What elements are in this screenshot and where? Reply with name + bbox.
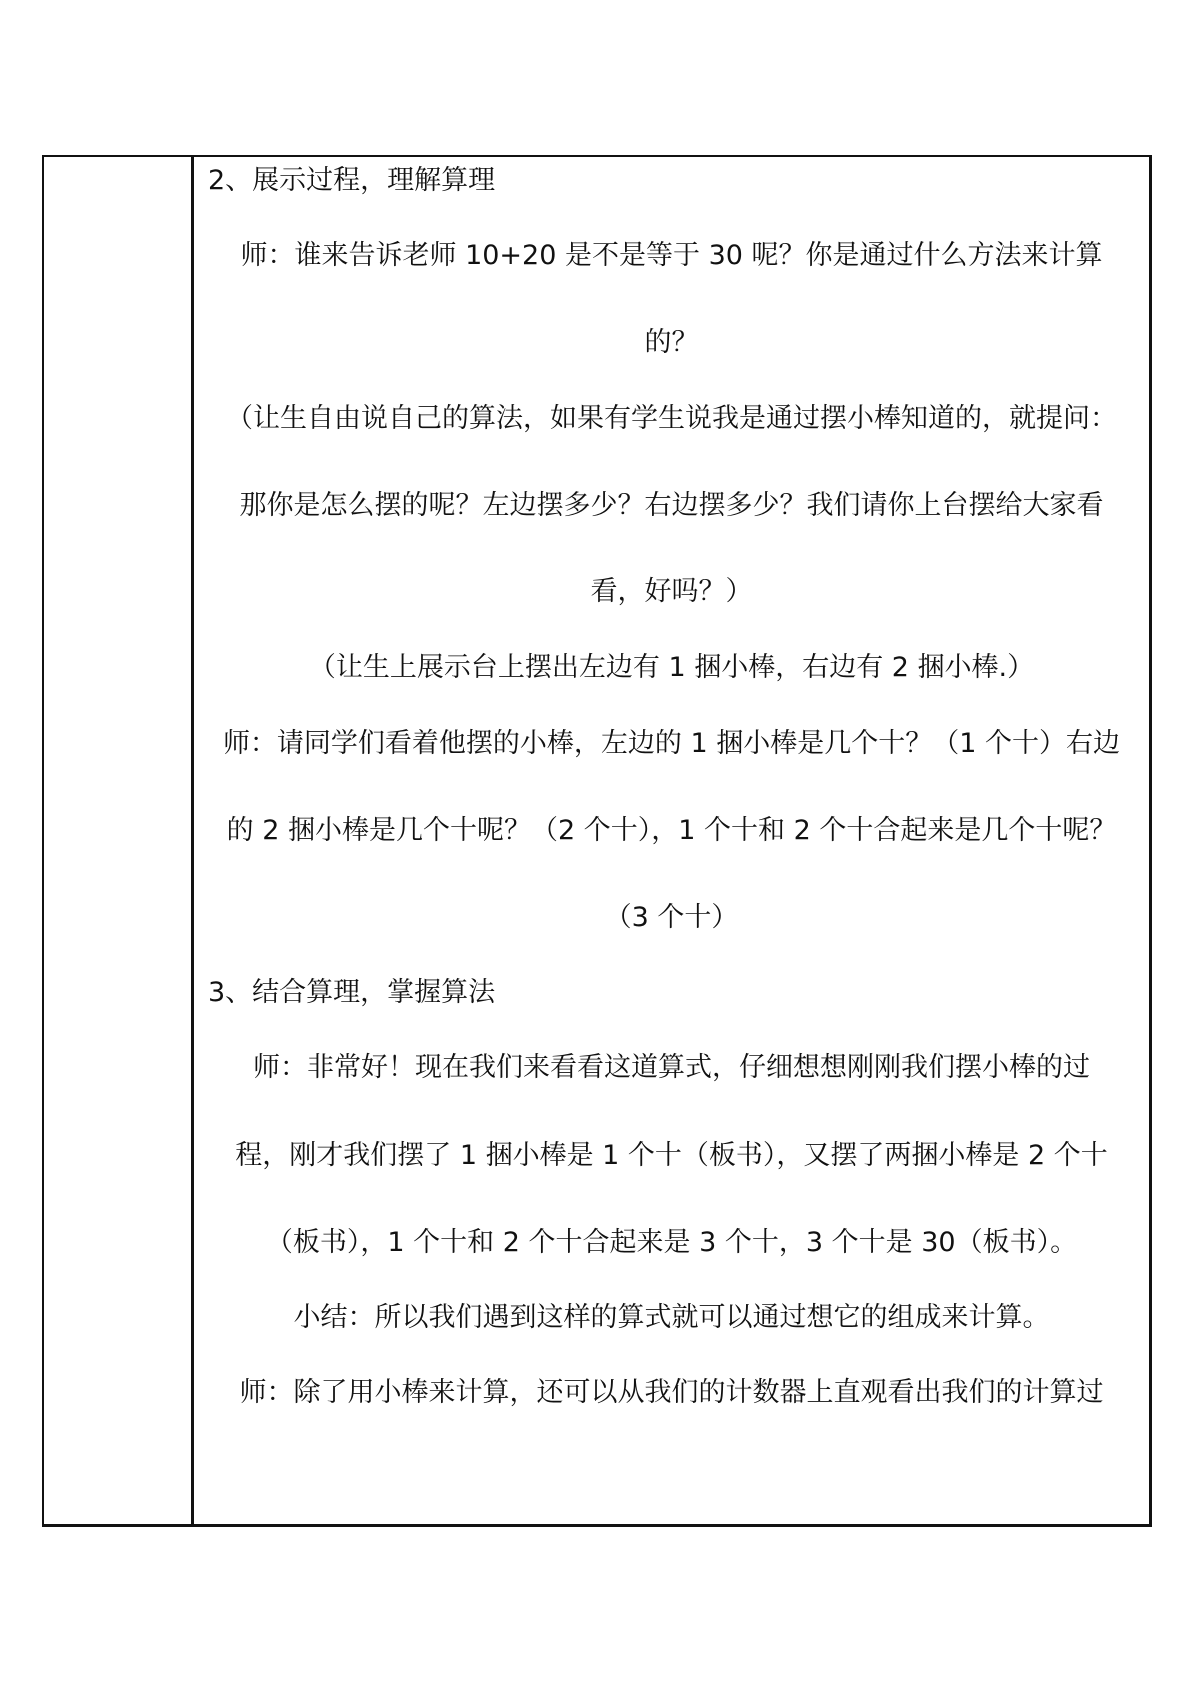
text-line: 师：请同学们看着他摆的小棒，左边的 1 捆小棒是几个十？（1 个十）右边 — [222, 728, 1121, 759]
text-line: （让生上展示台上摆出左边有 1 捆小棒，右边有 2 捆小棒.） — [308, 652, 1035, 683]
summary-line: 小结：所以我们遇到这样的算式就可以通过想它的组成来计算。 — [293, 1302, 1050, 1333]
lesson-plan-table — [42, 155, 1152, 1527]
text-line: 程，刚才我们摆了 1 捆小棒是 1 个十（板书），又摆了两捆小棒是 2 个十 — [235, 1140, 1108, 1171]
section-heading-3: 3、结合算理，掌握算法 — [208, 977, 496, 1008]
text-line: 师：除了用小棒来计算，还可以从我们的计数器上直观看出我们的计算过 — [239, 1377, 1104, 1408]
text-line: 那你是怎么摆的呢？左边摆多少？右边摆多少？我们请你上台摆给大家看 — [239, 490, 1104, 521]
text-line: 的 2 捆小棒是几个十呢？（2 个十），1 个十和 2 个十合起来是几个十呢？ — [226, 815, 1117, 846]
left-column-cell — [44, 157, 194, 1524]
content-cell — [194, 157, 1149, 1524]
text-line: （板书），1 个十和 2 个十合起来是 3 个十，3 个十是 30（板书）。 — [265, 1227, 1078, 1258]
text-line: 看，好吗？） — [590, 576, 753, 607]
text-line: 师：非常好！现在我们来看看这道算式，仔细想想刚刚我们摆小棒的过 — [253, 1052, 1090, 1083]
text-line: 的？ — [644, 327, 699, 358]
section-heading-2: 2、展示过程，理解算理 — [208, 165, 496, 196]
text-line: （3 个十） — [604, 902, 739, 933]
text-line: 师：谁来告诉老师 10+20 是不是等于 30 呢？你是通过什么方法来计算 — [240, 240, 1103, 271]
text-line: （让生自由说自己的算法，如果有学生说我是通过摆小棒知道的，就提问： — [226, 403, 1117, 434]
